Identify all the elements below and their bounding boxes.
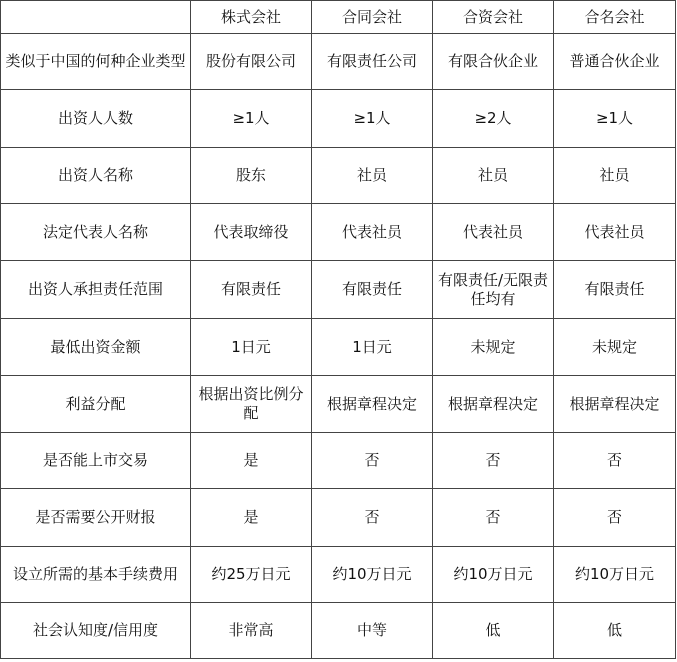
column-header-kabushiki-kaisha: 株式会社 <box>191 1 312 34</box>
table-row <box>1 261 676 319</box>
table-cell: 否 <box>433 433 554 489</box>
table-cell: 社员 <box>312 148 433 204</box>
table-cell: 根据出资比例分配 <box>191 376 312 433</box>
table-cell: 1日元 <box>191 319 312 376</box>
row-label: 类似于中国的何种企业类型 <box>1 34 191 90</box>
header-row <box>1 1 676 34</box>
table-cell: 社员 <box>433 148 554 204</box>
table-cell: 是 <box>191 433 312 489</box>
row-label: 法定代表人名称 <box>1 204 191 261</box>
row-label: 出资人名称 <box>1 148 191 204</box>
table-row <box>1 148 676 204</box>
row-label: 是否能上市交易 <box>1 433 191 489</box>
table-cell: 有限责任/无限责任均有 <box>433 261 554 319</box>
table-row <box>1 489 676 547</box>
table-cell: ≥1人 <box>191 90 312 148</box>
table-row <box>1 204 676 261</box>
table-cell: 代表取缔役 <box>191 204 312 261</box>
table-cell: 根据章程决定 <box>312 376 433 433</box>
table-cell: 1日元 <box>312 319 433 376</box>
row-label: 是否需要公开财报 <box>1 489 191 547</box>
table-row <box>1 319 676 376</box>
table-cell: 约10万日元 <box>312 547 433 603</box>
table-cell: 有限合伙企业 <box>433 34 554 90</box>
table-cell: 根据章程决定 <box>433 376 554 433</box>
table-cell: 有限责任公司 <box>312 34 433 90</box>
table-cell: 否 <box>433 489 554 547</box>
row-label: 出资人承担责任范围 <box>1 261 191 319</box>
table-cell: 是 <box>191 489 312 547</box>
table-cell: ≥1人 <box>554 90 676 148</box>
table-cell: 有限责任 <box>191 261 312 319</box>
column-header-goshi-kaisha: 合资会社 <box>433 1 554 34</box>
row-label: 社会认知度/信用度 <box>1 603 191 659</box>
table-cell: 代表社员 <box>433 204 554 261</box>
row-label: 最低出资金额 <box>1 319 191 376</box>
table-cell: 否 <box>554 489 676 547</box>
table-cell: ≥2人 <box>433 90 554 148</box>
table-cell: 否 <box>312 489 433 547</box>
column-header-godo-kaisha: 合同会社 <box>312 1 433 34</box>
table-cell: 未规定 <box>554 319 676 376</box>
table-cell: ≥1人 <box>312 90 433 148</box>
table-cell: 股份有限公司 <box>191 34 312 90</box>
table-cell: 有限责任 <box>312 261 433 319</box>
column-header-gomei-kaisha: 合名会社 <box>554 1 676 34</box>
table-cell: 代表社员 <box>312 204 433 261</box>
table-cell: 代表社员 <box>554 204 676 261</box>
table-cell: 否 <box>312 433 433 489</box>
table-cell: 股东 <box>191 148 312 204</box>
table-row <box>1 34 676 90</box>
row-label: 设立所需的基本手续费用 <box>1 547 191 603</box>
row-label: 出资人人数 <box>1 90 191 148</box>
table-cell: 非常高 <box>191 603 312 659</box>
table-cell: 否 <box>554 433 676 489</box>
table-row <box>1 603 676 659</box>
table-row <box>1 376 676 433</box>
table-row <box>1 433 676 489</box>
row-label: 利益分配 <box>1 376 191 433</box>
table-cell: 低 <box>433 603 554 659</box>
table-cell: 约25万日元 <box>191 547 312 603</box>
table-cell: 中等 <box>312 603 433 659</box>
table-cell: 有限责任 <box>554 261 676 319</box>
table-row <box>1 547 676 603</box>
table-row <box>1 90 676 148</box>
table-cell: 普通合伙企业 <box>554 34 676 90</box>
table-cell: 约10万日元 <box>554 547 676 603</box>
table-cell: 低 <box>554 603 676 659</box>
table-cell: 约10万日元 <box>433 547 554 603</box>
table-cell: 未规定 <box>433 319 554 376</box>
table-cell: 社员 <box>554 148 676 204</box>
corner-cell <box>1 1 191 34</box>
table-cell: 根据章程决定 <box>554 376 676 433</box>
